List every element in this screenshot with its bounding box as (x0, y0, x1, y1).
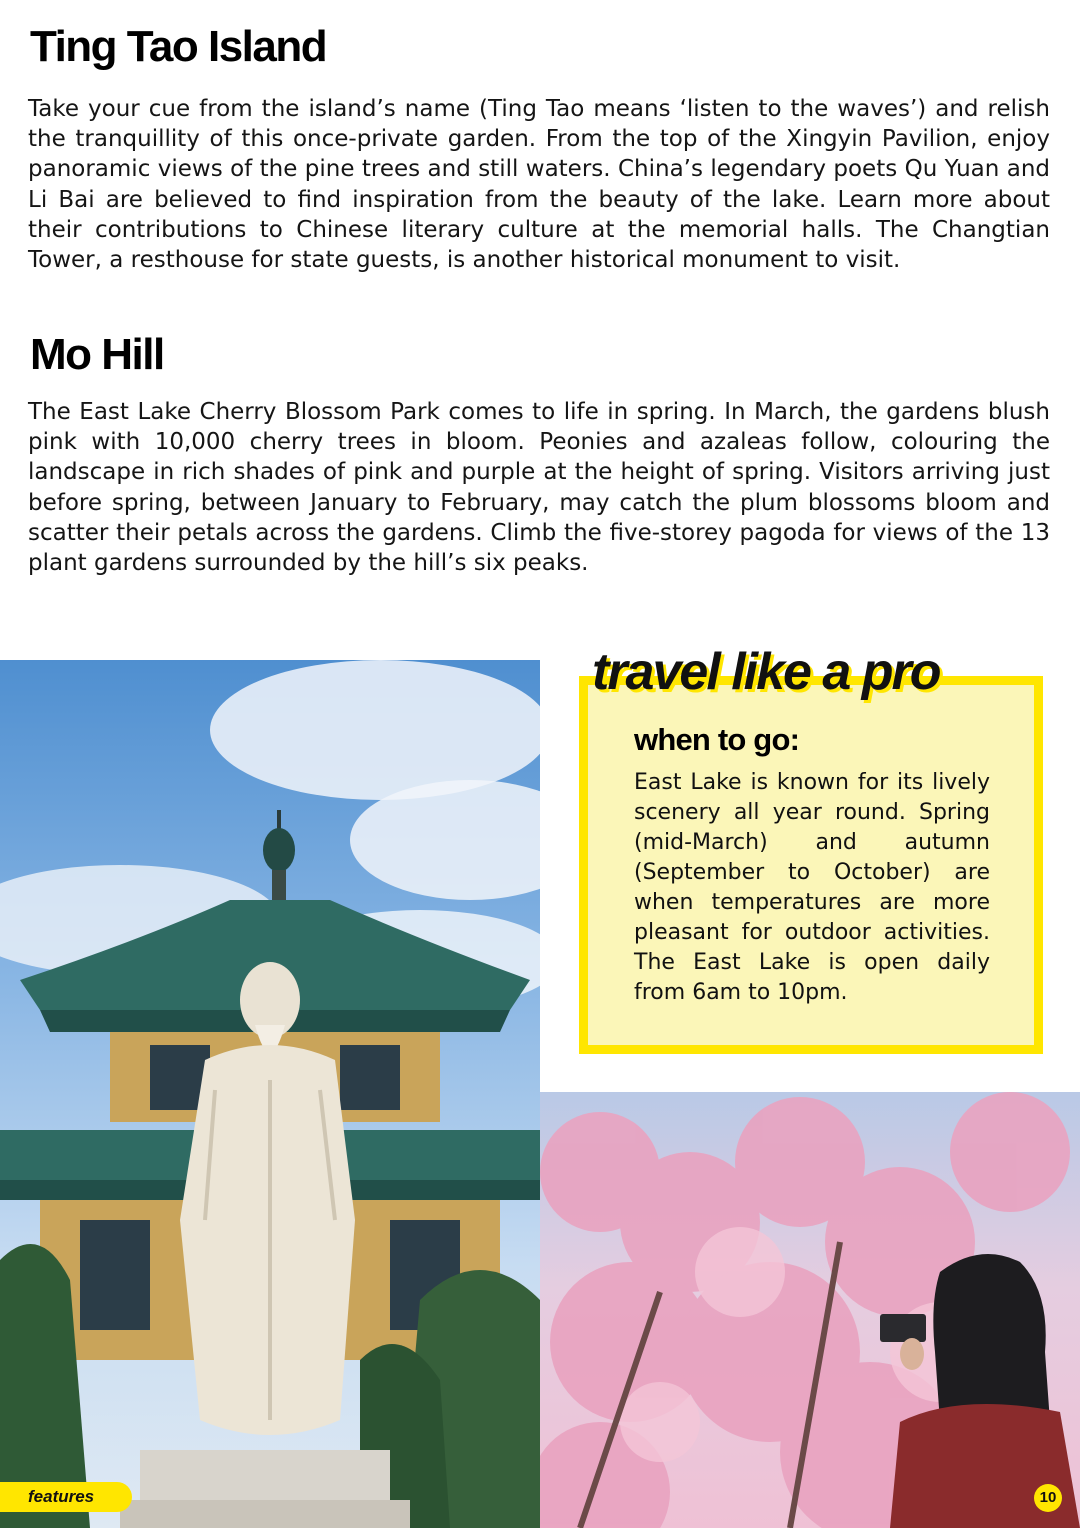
cherry-blossom-photo (540, 1092, 1080, 1528)
section-body-mo-hill: The East Lake Cherry Blossom Park comes to life in spring. In March, the gardens blush pink with 10,000 cherry trees in bloom. Peonies and azaleas follow, colouring the landscape in rich shades of pink and purple at the height of spring. Visitors arriving just before spring, between January to February, may catch the plum blossoms bloom and scatter their petals across the gardens. Climb the five-storey pagoda for views of the 13 plant gardens surrounded by the hill’s six peaks. (28, 399, 1050, 577)
section-tab (0, 1482, 132, 1512)
section-label: features (28, 1487, 95, 1506)
tip-body: East Lake is known for its lively scenery all year round. Spring (mid-March) and autumn (September to October) are when temperatures are more pleasant for outdoor activities. The East Lake is open daily from 6am to 10pm. (634, 770, 990, 1005)
page-number: 10 (1034, 1484, 1062, 1512)
statue-pavilion-photo (0, 660, 540, 1528)
section-heading-mo-hill: Mo Hill (30, 330, 164, 379)
tip-title: travel like a pro (592, 643, 940, 701)
tip-subtitle: when to go: (634, 722, 800, 757)
section-heading-ting-tao-island: Ting Tao Island (30, 22, 327, 71)
section-body-ting-tao-island: Take your cue from the island’s name (Ting Tao means ‘listen to the waves’) and relish the tranquillity of this once-private garden. From the top of the Xingyin Pavilion, enjoy panoramic views of the pine trees and still waters. China’s legendary poets Qu Yuan and Li Bai are believed to find inspiration from the beauty of the lake. Learn more about their contributions to Chinese literary culture at the memorial halls. The Changtian Tower, a resthouse for state guests, is another historical monument to visit. (28, 96, 1050, 274)
